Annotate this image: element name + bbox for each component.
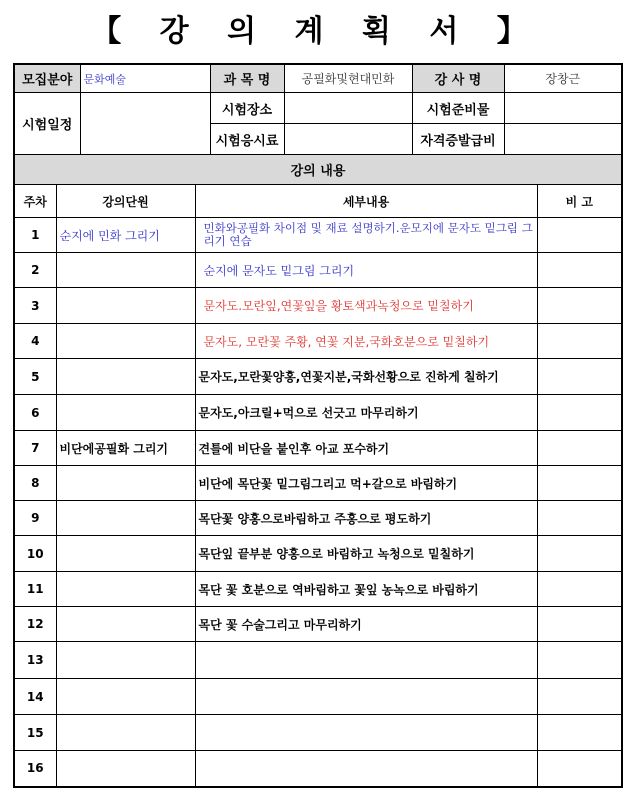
lecture-plan-table bbox=[13, 154, 623, 788]
section-title: 강의 내용 bbox=[14, 155, 622, 185]
unit-cell[interactable] bbox=[56, 751, 195, 787]
place-value[interactable] bbox=[284, 93, 412, 124]
table-row bbox=[14, 218, 622, 253]
note-cell[interactable] bbox=[537, 501, 622, 536]
table-row bbox=[14, 751, 622, 787]
course-value[interactable]: 공필화및현대민화 bbox=[284, 64, 412, 93]
table-row bbox=[14, 572, 622, 607]
note-cell[interactable] bbox=[537, 751, 622, 787]
col-unit: 강의단원 bbox=[56, 185, 195, 218]
col-note: 비 고 bbox=[537, 185, 622, 218]
note-cell[interactable] bbox=[537, 395, 622, 431]
detail-cell[interactable]: 견틀에 비단을 붙인후 아교 포수하기 bbox=[195, 431, 537, 466]
unit-cell[interactable] bbox=[56, 536, 195, 572]
detail-cell[interactable]: 문자도.모란잎,연꽃잎을 황토색과녹청으로 밑칠하기 bbox=[195, 288, 537, 324]
note-cell[interactable] bbox=[537, 324, 622, 359]
table-row bbox=[14, 536, 622, 572]
note-cell[interactable] bbox=[537, 466, 622, 501]
unit-cell[interactable] bbox=[56, 288, 195, 324]
table-row bbox=[14, 607, 622, 642]
week-cell: 6 bbox=[14, 395, 56, 431]
detail-cell[interactable] bbox=[195, 715, 537, 751]
table-row bbox=[14, 501, 622, 536]
note-cell[interactable] bbox=[537, 679, 622, 715]
field-value[interactable]: 문화예술 bbox=[80, 64, 210, 93]
unit-cell[interactable] bbox=[56, 501, 195, 536]
detail-cell[interactable] bbox=[195, 751, 537, 787]
table-row bbox=[14, 359, 622, 395]
col-detail: 세부내용 bbox=[195, 185, 537, 218]
unit-cell[interactable] bbox=[56, 359, 195, 395]
table-row bbox=[14, 642, 622, 679]
detail-cell[interactable]: 문자도, 모란꽃 주황, 연꽃 지분,국화호분으로 밑칠하기 bbox=[195, 324, 537, 359]
week-cell: 10 bbox=[14, 536, 56, 572]
note-cell[interactable] bbox=[537, 218, 622, 253]
week-cell: 11 bbox=[14, 572, 56, 607]
supplies-value[interactable] bbox=[504, 93, 622, 124]
unit-cell[interactable]: 비단에공필화 그리기 bbox=[56, 431, 195, 466]
course-label: 과 목 명 bbox=[210, 64, 284, 93]
field-label: 모집분야 bbox=[14, 64, 80, 93]
cert-label: 자격증발급비 bbox=[412, 124, 504, 156]
table-row bbox=[14, 253, 622, 288]
detail-cell[interactable]: 목단잎 끝부분 양홍으로 바림하고 녹청으로 밑칠하기 bbox=[195, 536, 537, 572]
detail-cell[interactable]: 목단꽃 양홍으로바림하고 주홍으로 평도하기 bbox=[195, 501, 537, 536]
detail-cell[interactable]: 순지에 문자도 밑그림 그리기 bbox=[195, 253, 537, 288]
table-row bbox=[14, 466, 622, 501]
fee-label: 시험응시료 bbox=[210, 124, 284, 156]
note-cell[interactable] bbox=[537, 715, 622, 751]
note-cell[interactable] bbox=[537, 431, 622, 466]
fee-value[interactable] bbox=[284, 124, 412, 156]
document-title: 【 강 의 계 획 서 】 bbox=[91, 14, 541, 49]
week-cell: 12 bbox=[14, 607, 56, 642]
note-cell[interactable] bbox=[537, 607, 622, 642]
col-week: 주차 bbox=[14, 185, 56, 218]
week-cell: 8 bbox=[14, 466, 56, 501]
table-row bbox=[14, 679, 622, 715]
note-cell[interactable] bbox=[537, 359, 622, 395]
unit-cell[interactable]: 순지에 민화 그리기 bbox=[56, 218, 195, 253]
detail-cell[interactable]: 목단 꽃 수술그리고 마무리하기 bbox=[195, 607, 537, 642]
unit-cell[interactable] bbox=[56, 572, 195, 607]
unit-cell[interactable] bbox=[56, 715, 195, 751]
schedule-value[interactable] bbox=[80, 93, 210, 156]
week-cell: 1 bbox=[14, 218, 56, 253]
week-cell: 14 bbox=[14, 679, 56, 715]
unit-cell[interactable] bbox=[56, 642, 195, 679]
detail-cell[interactable]: 목단 꽃 호분으로 역바림하고 꽃잎 농녹으로 바림하기 bbox=[195, 572, 537, 607]
table-row bbox=[14, 715, 622, 751]
instructor-value[interactable]: 장창근 bbox=[504, 64, 622, 93]
week-cell: 5 bbox=[14, 359, 56, 395]
note-cell[interactable] bbox=[537, 536, 622, 572]
unit-cell[interactable] bbox=[56, 466, 195, 501]
week-cell: 13 bbox=[14, 642, 56, 679]
detail-cell[interactable] bbox=[195, 642, 537, 679]
unit-cell[interactable] bbox=[56, 679, 195, 715]
supplies-label: 시험준비물 bbox=[412, 93, 504, 124]
unit-cell[interactable] bbox=[56, 324, 195, 359]
detail-cell[interactable]: 비단에 목단꽃 밑그림그리고 먹+갈으로 바림하기 bbox=[195, 466, 537, 501]
unit-cell[interactable] bbox=[56, 395, 195, 431]
week-cell: 4 bbox=[14, 324, 56, 359]
schedule-label: 시험일정 bbox=[14, 93, 80, 156]
note-cell[interactable] bbox=[537, 253, 622, 288]
unit-cell[interactable] bbox=[56, 253, 195, 288]
detail-cell[interactable]: 문자도,아크릴+먹으로 선긋고 마무리하기 bbox=[195, 395, 537, 431]
detail-cell[interactable]: 문자도,모란꽃양홍,연꽃지분,국화선황으로 진하게 칠하기 bbox=[195, 359, 537, 395]
week-cell: 16 bbox=[14, 751, 56, 787]
cert-value[interactable] bbox=[504, 124, 622, 156]
week-cell: 2 bbox=[14, 253, 56, 288]
week-cell: 9 bbox=[14, 501, 56, 536]
unit-cell[interactable] bbox=[56, 607, 195, 642]
week-cell: 15 bbox=[14, 715, 56, 751]
table-row bbox=[14, 324, 622, 359]
instructor-label: 강 사 명 bbox=[412, 64, 504, 93]
table-row bbox=[14, 395, 622, 431]
note-cell[interactable] bbox=[537, 642, 622, 679]
detail-cell[interactable]: 민화와공필화 차이점 및 재료 설명하기.운모지에 문자도 밑그림 그리기 연습 bbox=[195, 218, 537, 253]
detail-cell[interactable] bbox=[195, 679, 537, 715]
note-cell[interactable] bbox=[537, 288, 622, 324]
week-cell: 7 bbox=[14, 431, 56, 466]
info-table bbox=[13, 63, 623, 156]
table-row bbox=[14, 288, 622, 324]
place-label: 시험장소 bbox=[210, 93, 284, 124]
table-row bbox=[14, 431, 622, 466]
note-cell[interactable] bbox=[537, 572, 622, 607]
week-cell: 3 bbox=[14, 288, 56, 324]
